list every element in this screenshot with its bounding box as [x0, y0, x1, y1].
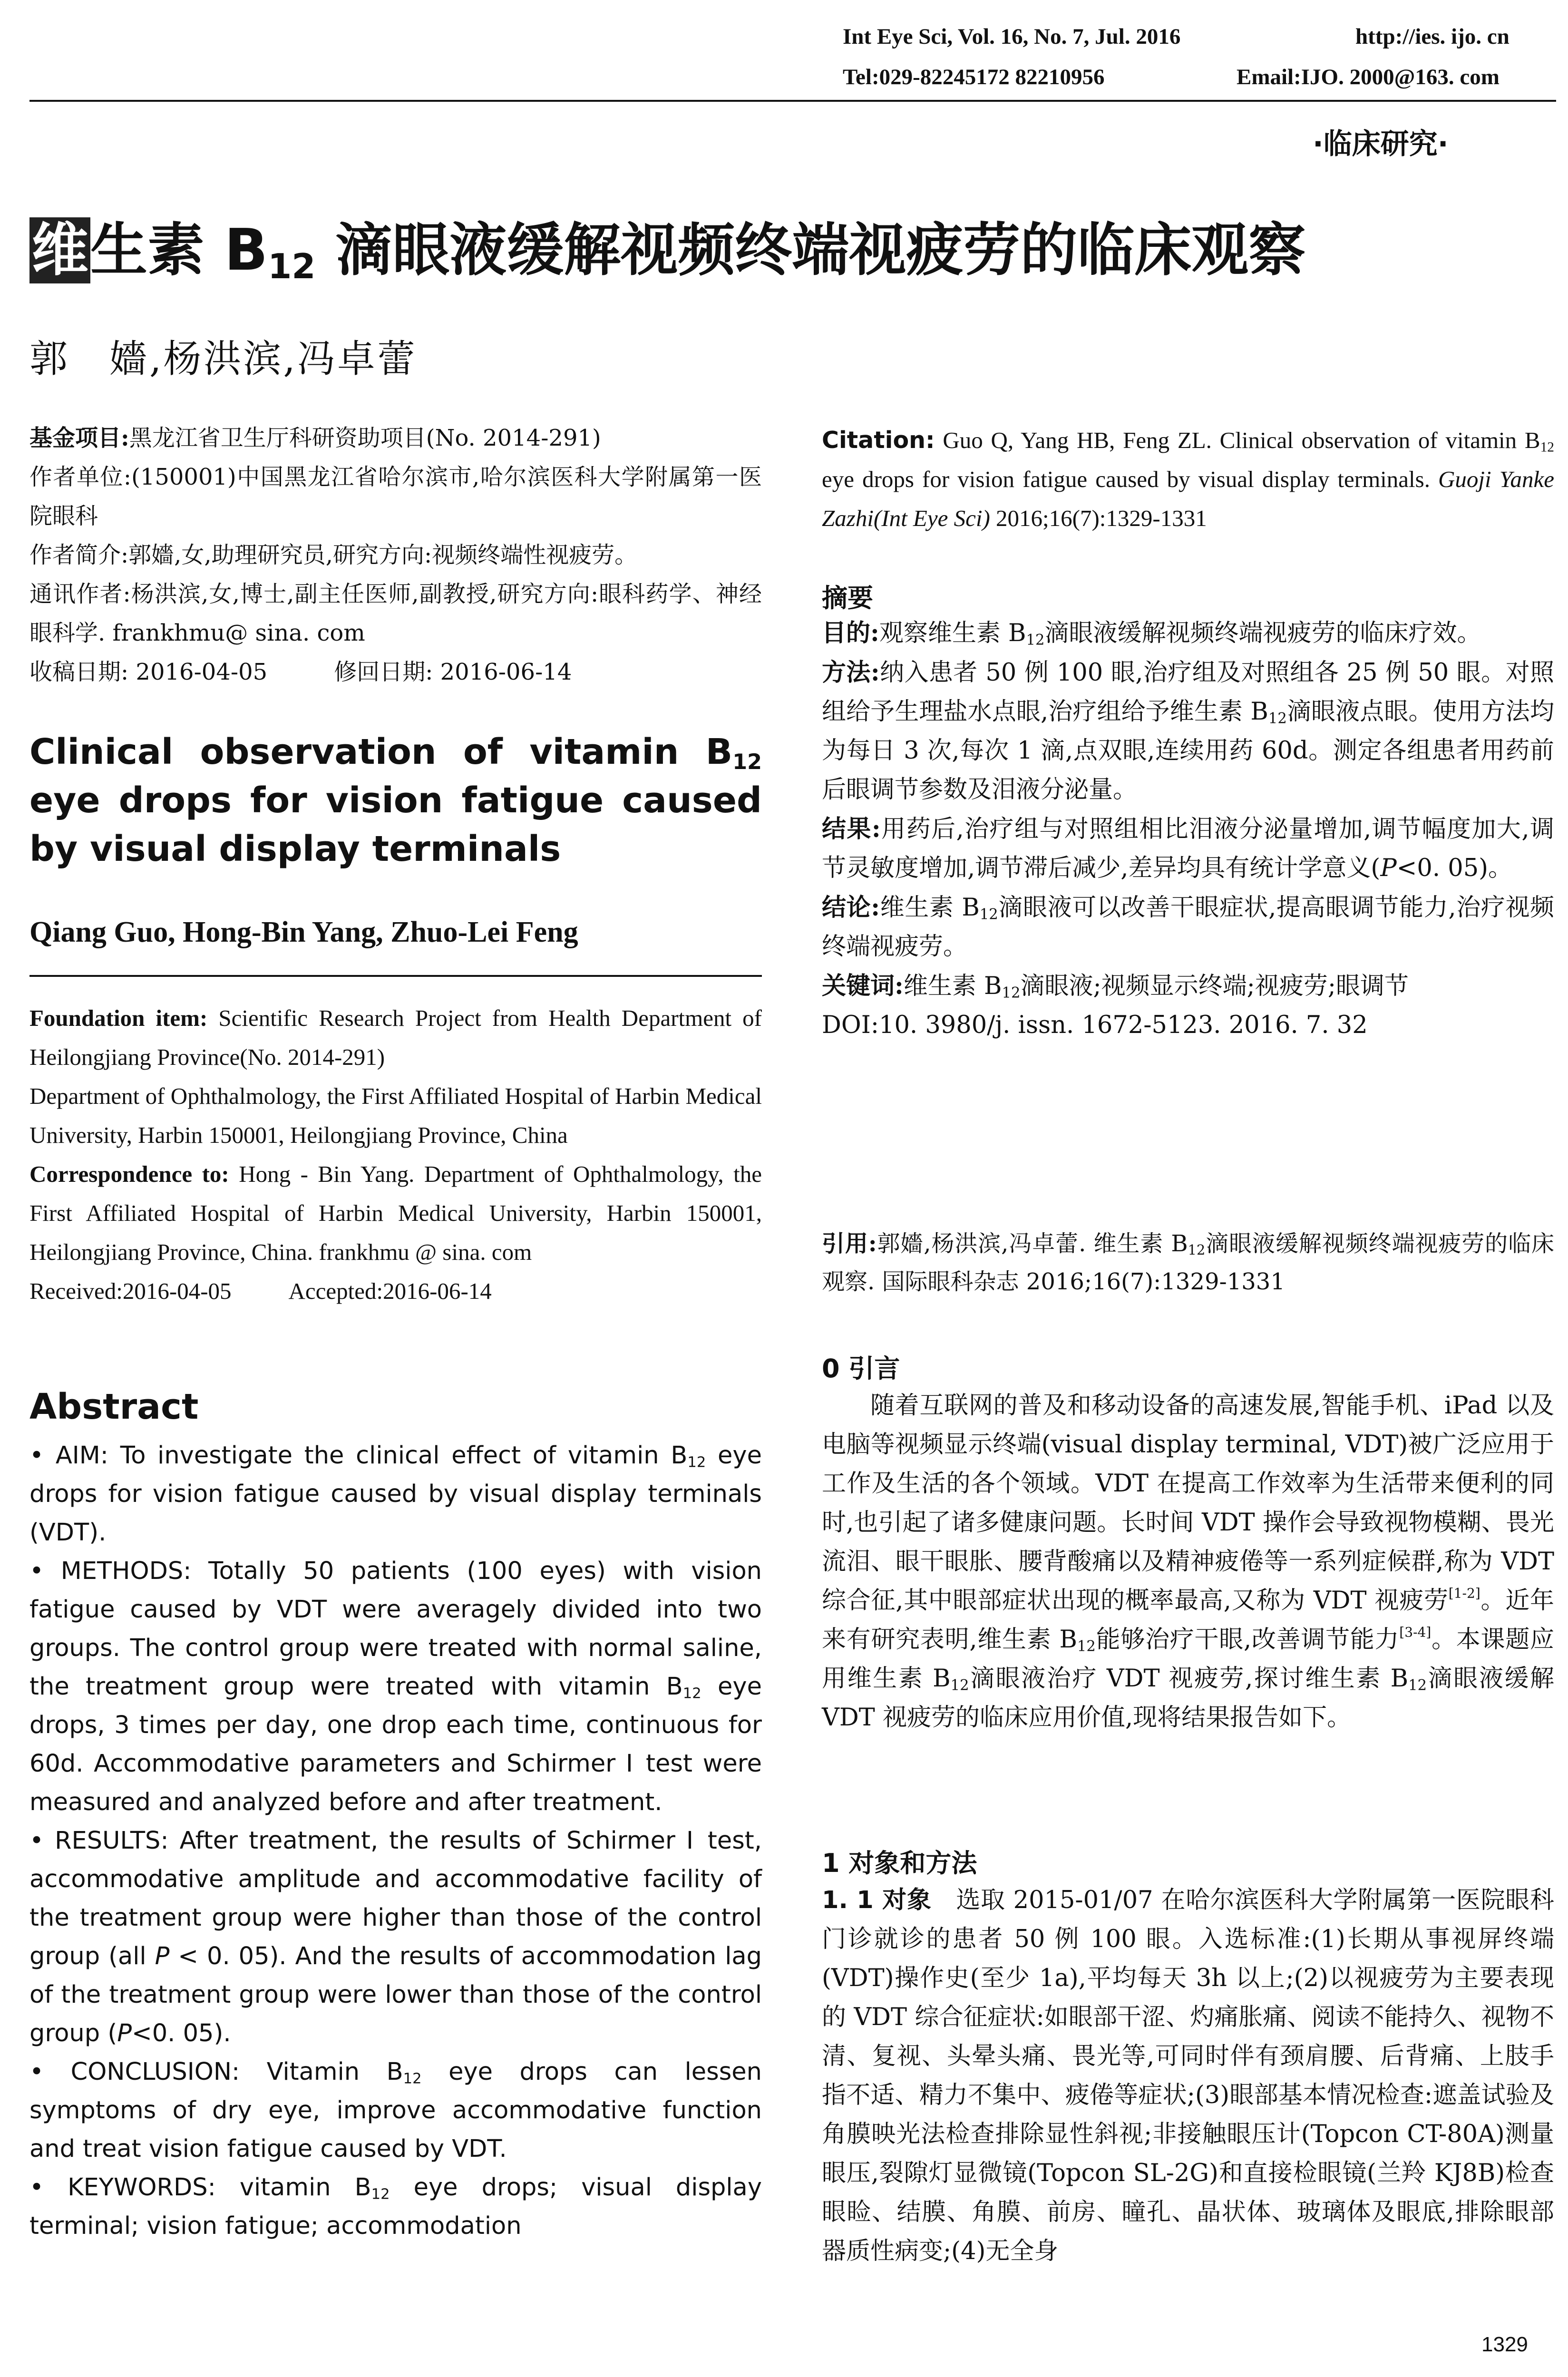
affiliation-cn: 作者单位:(150001)中国黑龙江省哈尔滨市,哈尔滨医科大学附属第一医院眼科	[29, 464, 762, 529]
page-number: 1329	[1481, 2333, 1528, 2356]
foundation-en: Foundation item: Scientific Research Project from Health Department of Heilongjiang Province(No. 2014-291)	[29, 1005, 762, 1070]
methods-paragraph: 1. 1 对象 选取 2015-01/07 在哈尔滨医科大学附属第一医院眼科门诊就诊的患者 50 例 100 眼。入选标准:(1)长期从事视屏终端(VDT)操作史(至少 1a),平均每天 3h 以上;(2)以视疲劳为主要表现的 VDT 综合征症状:如眼部干涩、灼痛胀痛、阅读不能持久、视物不清、复视、头晕头痛、畏光等,可同时伴有颈肩腰、后背痛、上肢手指不适、精力不集中、疲倦等症状;(3)眼部基本情况检查:遮盖试验及角膜映光法检查排除显性斜视;非接触眼压计(Topcon CT-80A)测量眼压,裂隙灯显微镜(Topcon SL-2G)和直接检眼镜(兰羚 KJ8B)检查眼睑、结膜、角膜、前房、瞳孔、晶状体、玻璃体及眼底,排除眼部器质性病变;(4)无全身	[822, 1886, 1554, 2265]
intro-heading: 0 引言	[822, 1354, 900, 1383]
header-rule	[29, 100, 1556, 102]
abstract-cn-result: 结果:用药后,治疗组与对照组相比泪液分泌量增加,调节幅度加大,调节灵敏度增加,调节滞后减少,差异均具有统计学意义(P<0. 05)。	[822, 815, 1554, 882]
authors-rule	[29, 975, 762, 977]
journal-tel: Tel:029-82245172 82210956	[843, 65, 1105, 89]
abstract-aim: • AIM: To investigate the clinical effect of vitamin $B_{12}$ eye drops for vision fatigue caused by visual display terminals (VDT).	[29, 1442, 762, 1547]
citation-cn: 引用:郭嬙,杨洪滨,冯卓蕾. 维生素 $B_{12}$滴眼液缓解视频终端视疲劳的临床观察. 国际眼科杂志 2016;16(7):1329-1331	[822, 1230, 1554, 1295]
title-drop-char: 维	[29, 217, 90, 283]
doi: DOI:10. 3980/j. issn. 1672-5123. 2016. 7. 32	[822, 1011, 1368, 1039]
authors-cn: 郭 嬙,杨洪滨,冯卓蕾	[29, 337, 417, 381]
intro-paragraph: 随着互联网的普及和移动设备的高速发展,智能手机、iPad 以及电脑等视频显示终端(visual display terminal, VDT)被广泛应用于工作及生活的各个领域。VDT 在提高工作效率为生活带来便利的同时,也引起了诸多健康问题。长时间 VDT 操作会导致视物模糊、畏光流泪、眼干眼胀、腰背酸痛以及精神疲倦等一系列症候群,称为 VDT 综合征,其中眼部症状出现的概率最高,又称为 VDT 视疲劳[1-2]。近年来有研究表明,维生素 $B_{12}$能够治疗干眼,改善调节能力[3-4]。本课题应用维生素 $B_{12}$滴眼液治疗 VDT 视疲劳,探讨维生素 $B_{12}$滴眼液缓解 VDT 视疲劳的临床应用价值,现将结果报告如下。	[822, 1392, 1554, 1732]
abstract-cn-heading: 摘要	[822, 583, 873, 613]
journal-website: http://ies. ijo. cn	[1355, 24, 1510, 49]
journal-info: Int Eye Sci, Vol. 16, No. 7, Jul. 2016	[843, 24, 1181, 49]
abstract-results: • RESULTS: After treatment, the results of Schirmer Ⅰ test, accommodative amplitude and accommodative facility of the treatment group were higher than those of the control group (all P < 0. 05). And the results of accommodation lag of the treatment group were lower than those of the control group (P<0. 05).	[29, 1827, 762, 2047]
journal-email: Email:IJO. 2000@163. com	[1237, 65, 1500, 89]
english-abstract	[29, 1436, 762, 2245]
dates-cn: 收稿日期: 2016-04-05 修回日期: 2016-06-14	[29, 659, 572, 685]
abstract-heading: Abstract	[29, 1386, 199, 1427]
abstract-cn-keywords: 关键词:维生素 $B_{12}$滴眼液;视频显示终端;视疲劳;眼调节	[822, 972, 1409, 1002]
citation-en: Citation: Guo Q, Yang HB, Feng ZL. Clinical observation of vitamin $B_{12}$ eye drops for vision fatigue caused by visual display terminals. Guoji Yanke Zazhi(Int Eye Sci) 2016;16(7):1329-1331	[822, 427, 1554, 531]
methods-heading: 1 对象和方法	[822, 1848, 977, 1878]
foundation-cn: 基金项目:黑龙江省卫生厅科研资助项目(No. 2014-291)	[29, 425, 601, 451]
abstract-conclusion: • CONCLUSION: Vitamin $B_{12}$ eye drops can lessen symptoms of dry eye, improve accommodative function and treat vision fatigue caused by VDT.	[29, 2058, 762, 2163]
department-en: Department of Ophthalmology, the First Affiliated Hospital of Harbin Medical University, Harbin 150001, Heilongjiang Province, China	[29, 1083, 762, 1148]
cn-metadata	[29, 419, 762, 692]
abstract-keywords: • KEYWORDS: vitamin $B_{12}$ eye drops; visual display terminal; vision fatigue; accommodation	[29, 2173, 762, 2240]
methods-body	[822, 1881, 1554, 2271]
english-title: Clinical observation of vitamin $B_{12}$ eye drops for vision fatigue caused by visual display terminals	[29, 731, 762, 869]
en-metadata	[29, 999, 762, 1311]
intro-body	[822, 1386, 1554, 1737]
english-authors: Qiang Guo, Hong-Bin Yang, Zhuo-Lei Feng	[29, 916, 578, 948]
article-title: 维生素 $B_{12}$ 滴眼液缓解视频终端视疲劳的临床观察	[29, 205, 1305, 286]
section-tag: ·临床研究·	[1313, 127, 1449, 161]
abstract-cn-method: 方法:纳入患者 50 例 100 眼,治疗组及对照组各 25 例 50 眼。对照组给予生理盐水点眼,治疗组给予维生素 $B_{12}$滴眼液点眼。使用方法均为每日 3 次,每次 1 滴,点双眼,连续用药 60d。测定各组患者用药前后眼调节参数及泪液分泌量。	[822, 658, 1555, 804]
abstract-methods: • METHODS: Totally 50 patients (100 eyes) with vision fatigue caused by VDT were averagely divided into two groups. The control group were treated with normal saline, the treatment group were treated with vitamin $B_{12}$ eye drops, 3 times per day, one drop each time, continuous for 60d. Accommodative parameters and Schirmer Ⅰ test were measured and analyzed before and after treatment.	[29, 1557, 762, 1816]
bio-cn: 作者简介:郭嬙,女,助理研究员,研究方向:视频终端性视疲劳。	[29, 542, 638, 568]
correspondence-cn: 通讯作者:杨洪滨,女,博士,副主任医师,副教授,研究方向:眼科药学、神经眼科学. frankhmu@ sina. com	[29, 581, 762, 646]
chinese-abstract	[822, 614, 1554, 1045]
correspondence-en: Correspondence to: Hong - Bin Yang. Department of Ophthalmology, the First Affiliated Hospital of Harbin Medical University, Harbin 150001, Heilongjiang Province, China. frankhmu @ sina. com	[29, 1161, 762, 1265]
abstract-cn-conclusion: 结论:维生素 $B_{12}$滴眼液可以改善干眼症状,提高眼调节能力,治疗视频终端视疲劳。	[822, 893, 1554, 961]
dates-en: Received:2016-04-05 Accepted:2016-06-14	[29, 1278, 492, 1304]
abstract-cn-purpose: 目的:观察维生素 $B_{12}$滴眼液缓解视频终端视疲劳的临床疗效。	[822, 619, 1481, 649]
